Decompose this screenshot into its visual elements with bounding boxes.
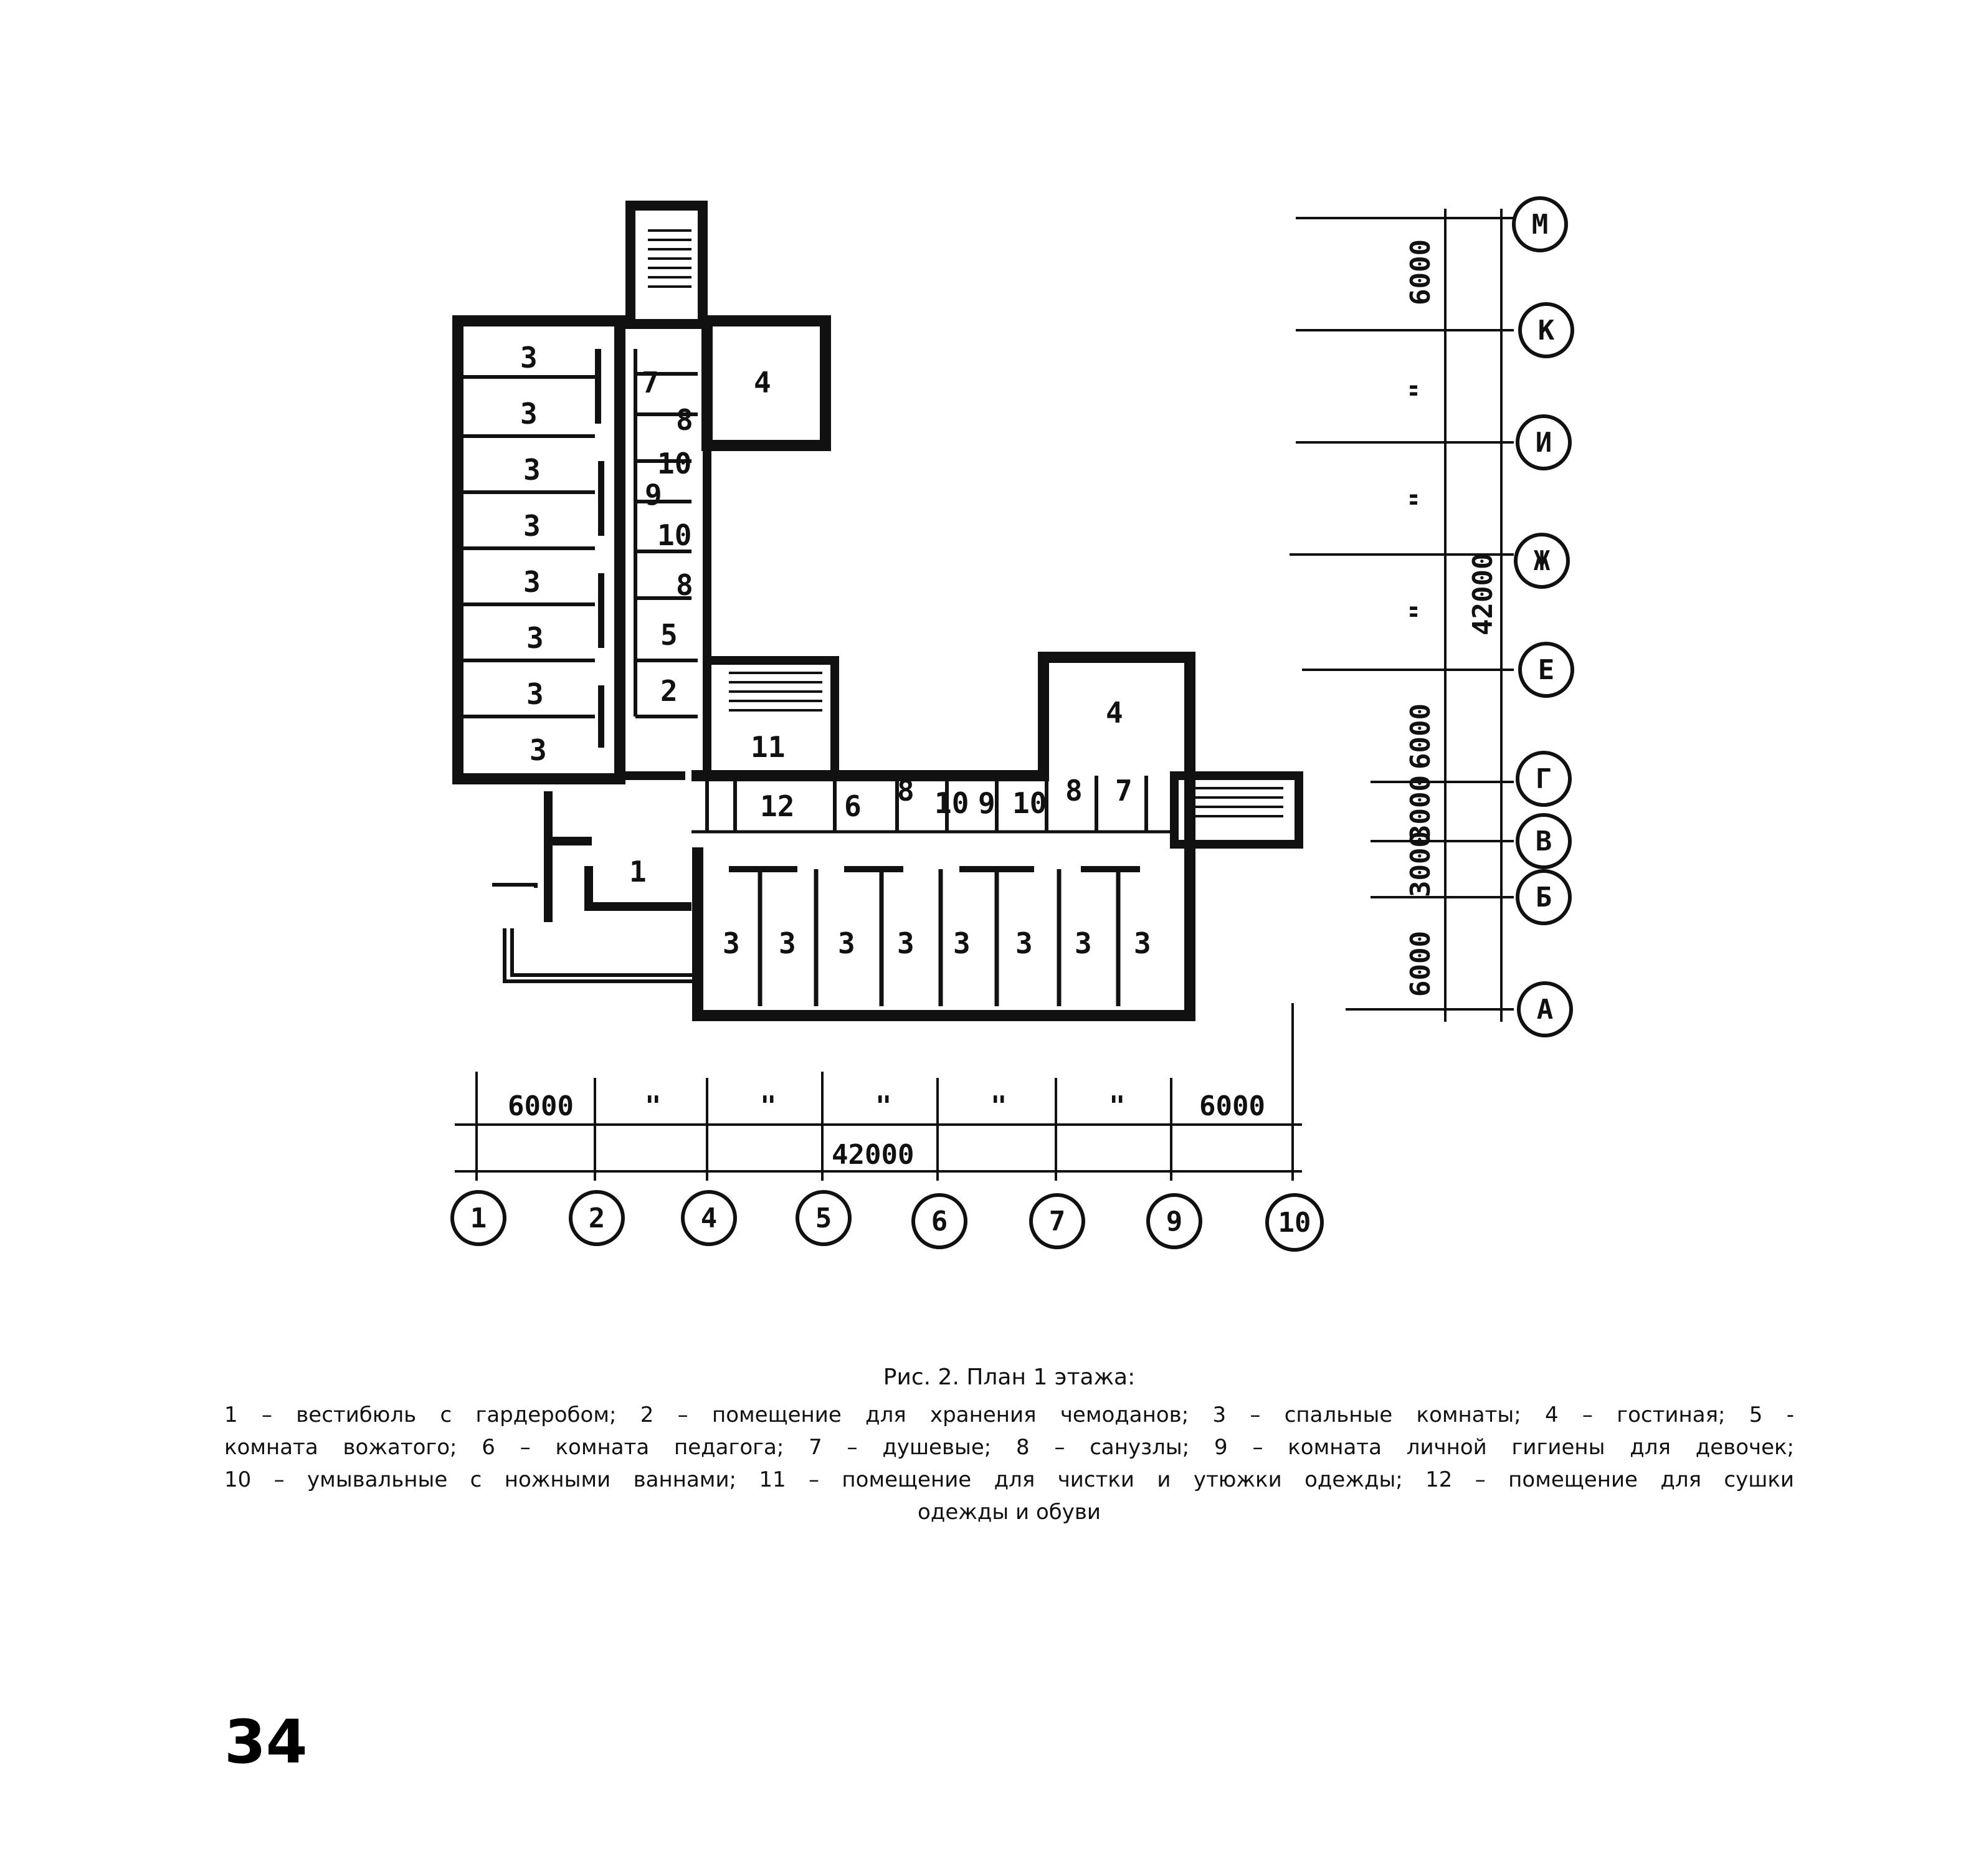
room-label: 10 <box>934 786 969 820</box>
axis-marker <box>1519 983 1571 1036</box>
room-label: 3 <box>838 926 855 960</box>
room-label: 6 <box>844 789 862 823</box>
axis-marker <box>571 1192 623 1244</box>
room-label: 11 <box>751 730 786 764</box>
caption-legend-line: комната вожатого; 6 – комната педагога; 7 – душевые; 8 – санузлы; 9 – комната личной гигиены для девочек; <box>224 1435 1794 1460</box>
svg-text:6: 6 <box>931 1206 948 1237</box>
axis-marker <box>1518 871 1570 923</box>
room-label: 9 <box>645 478 662 512</box>
dimension-label: 6000 <box>1405 239 1437 305</box>
axis-marker <box>452 1192 505 1244</box>
dimension-label: 3000 <box>1405 831 1437 897</box>
room-label: 3 <box>530 733 547 767</box>
room-label: 2 <box>660 674 678 708</box>
caption-legend-line: 10 – умывальные с ножными ваннами; 11 – помещение для чистки и утюжки одежды; 12 – помещение для сушки <box>224 1467 1794 1492</box>
room-label: 3 <box>520 397 538 431</box>
axis-marker <box>913 1195 966 1247</box>
room-label: 3 <box>523 565 541 599</box>
dimension-total: 42000 <box>1467 553 1499 636</box>
entrance-walls <box>548 791 691 922</box>
room-label: 8 <box>1065 774 1083 807</box>
horizontal-axis-markers <box>452 1192 1322 1250</box>
dimension-label: " <box>1405 382 1437 399</box>
room-label: 3 <box>523 509 541 543</box>
room-label: 9 <box>978 786 995 820</box>
room-label: 5 <box>660 618 678 652</box>
dimension-total: 42000 <box>832 1139 915 1171</box>
svg-text:10: 10 <box>1278 1207 1311 1239</box>
axis-marker <box>1520 644 1572 696</box>
axis-marker <box>1518 416 1570 469</box>
room-label: 3 <box>779 926 796 960</box>
caption-legend-line: одежды и обуви <box>918 1500 1101 1525</box>
axis-marker <box>1520 304 1572 356</box>
dimension-label: 6000 <box>508 1090 574 1122</box>
axis-marker <box>1514 198 1566 250</box>
room-label: 7 <box>1115 774 1133 807</box>
svg-text:4: 4 <box>700 1202 718 1234</box>
svg-text:1: 1 <box>470 1202 487 1234</box>
svg-text:Ж: Ж <box>1533 545 1551 577</box>
svg-text:Б: Б <box>1535 882 1552 913</box>
room-label: 3 <box>723 926 740 960</box>
dimension-label: 6000 <box>1405 703 1437 769</box>
axis-marker <box>1267 1195 1322 1250</box>
room-label: 3 <box>526 621 544 655</box>
room-label: 4 <box>1106 696 1123 730</box>
axis-marker <box>683 1192 735 1244</box>
svg-text:К: К <box>1537 315 1555 346</box>
dimension-label: 6000 <box>1199 1090 1265 1122</box>
room-label: 3 <box>523 453 541 487</box>
page-number: 34 <box>224 1707 308 1777</box>
room-label: 3 <box>520 341 538 374</box>
building-walls <box>458 206 1299 1016</box>
vertical-dimension-labels <box>1405 239 1499 997</box>
room-label: 8 <box>676 403 693 437</box>
dimension-label: 3000 <box>1405 775 1437 841</box>
axis-marker <box>1148 1195 1200 1247</box>
axis-marker <box>1518 815 1570 867</box>
room-label: 3 <box>526 677 544 711</box>
room-label: 3 <box>1015 926 1033 960</box>
room-label: 3 <box>1134 926 1151 960</box>
room-label: 3 <box>1075 926 1092 960</box>
axis-marker <box>1516 535 1568 587</box>
room-label: 3 <box>897 926 915 960</box>
svg-text:2: 2 <box>588 1202 606 1234</box>
svg-text:В: В <box>1535 826 1552 857</box>
room-label: 8 <box>676 568 693 602</box>
room-label: 7 <box>642 366 659 399</box>
vertical-axis-markers <box>1514 198 1572 1036</box>
figure-caption <box>224 1364 1794 1528</box>
svg-text:Г: Г <box>1535 763 1552 795</box>
caption-title: Рис. 2. План 1 этажа: <box>883 1364 1136 1390</box>
dimension-label: " <box>875 1090 892 1122</box>
svg-text:И: И <box>1535 427 1552 459</box>
axis-marker <box>1518 753 1570 805</box>
room-label: 3 <box>953 926 971 960</box>
room-label: 12 <box>760 789 795 823</box>
room-label: 8 <box>897 774 915 807</box>
entrance-terrace <box>492 885 698 981</box>
svg-text:9: 9 <box>1166 1206 1183 1237</box>
dimension-label: " <box>1405 491 1437 508</box>
dimension-label: " <box>1405 603 1437 620</box>
room-label: 10 <box>1012 786 1047 820</box>
caption-legend-line: 1 – вестибюль с гардеробом; 2 – помещение для хранения чемоданов; 3 – спальные комнаты; 4 – гостиная; 5 - <box>224 1402 1794 1427</box>
svg-text:Е: Е <box>1537 654 1555 686</box>
dimension-label: 6000 <box>1405 931 1437 997</box>
north-stair-tower <box>630 206 703 324</box>
room-label: 10 <box>657 447 692 480</box>
horizontal-dimension-labels <box>508 1090 1265 1171</box>
svg-text:5: 5 <box>815 1202 832 1234</box>
dimension-label: " <box>645 1090 662 1122</box>
dimension-label: " <box>1109 1090 1126 1122</box>
room-label: 4 <box>754 366 771 399</box>
svg-text:М: М <box>1531 209 1549 240</box>
axis-marker <box>1031 1195 1083 1247</box>
room-label: 1 <box>629 855 647 888</box>
room-label: 10 <box>657 518 692 552</box>
svg-text:А: А <box>1536 994 1554 1026</box>
svg-text:7: 7 <box>1048 1206 1066 1237</box>
axis-marker <box>797 1192 850 1244</box>
dimension-label: " <box>760 1090 777 1122</box>
dimension-label: " <box>991 1090 1007 1122</box>
